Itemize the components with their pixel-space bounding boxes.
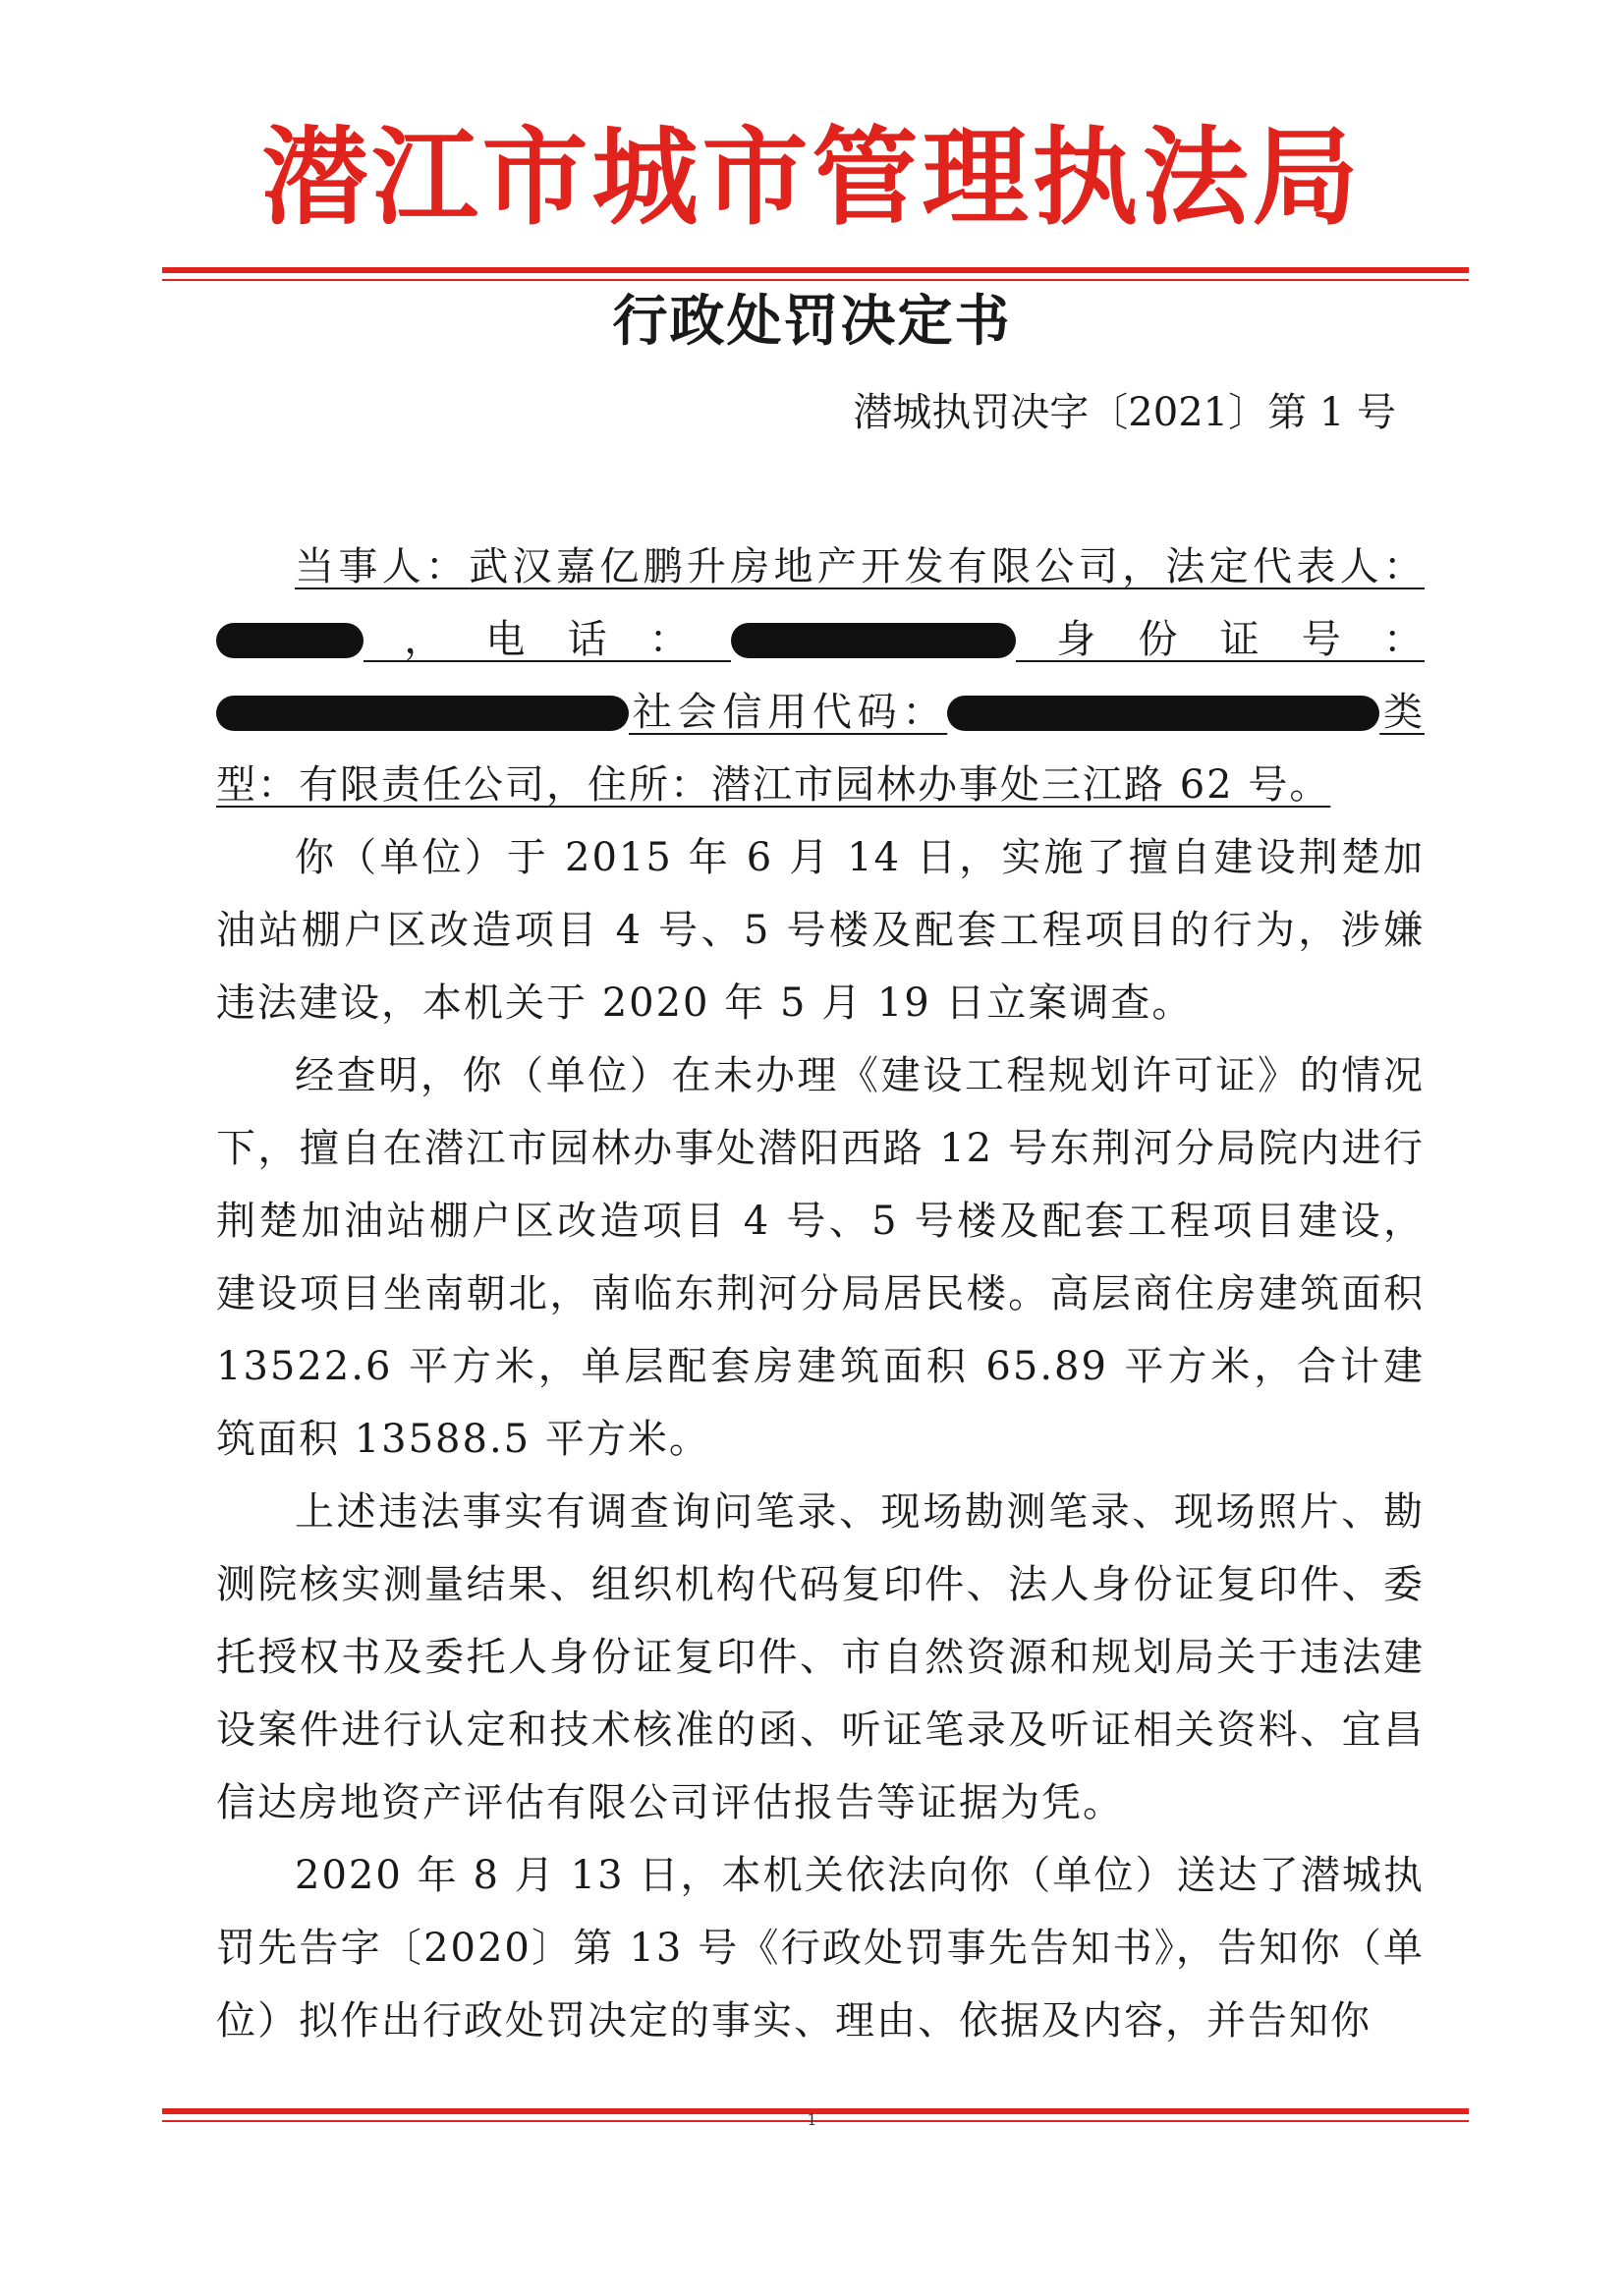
redacted-id-number — [216, 696, 629, 731]
header-red-rule — [162, 267, 1469, 281]
document-body — [216, 531, 1425, 2057]
credit-code-label: 社会信用代码： — [629, 690, 948, 735]
redacted-phone — [731, 623, 1016, 658]
redacted-representative-name — [216, 623, 364, 658]
paragraph-findings: 经查明，你（单位）在未办理《建设工程规划许可证》的情况下，擅自在潜江市园林办事处潜阳西路 12 号东荆河分局院内进行荆楚加油站棚户区改造项目 4 号、5 号楼及配套工程项目建设，建设项目坐南朝北，南临东荆河分局居民楼。高层商住房建筑面积 13522.6 平方米，单层配套房建筑面积 65.89 平方米，合计建筑面积 13588.5 平方米。 — [216, 1053, 1425, 1462]
phone-label: ，电话： — [364, 617, 731, 662]
document-title: 行政处罚决定书 — [612, 290, 1012, 354]
issuing-authority-header: 潜江市城市管理执法局 — [261, 117, 1363, 240]
id-label: 身份证号： — [1016, 617, 1425, 662]
paragraph-case-filing: 你（单位）于 2015 年 6 月 14 日，实施了擅自建设荆楚加油站棚户区改造项目 4 号、5 号楼及配套工程项目的行为，涉嫌违法建设，本机关于 2020 年 5 月 19 日立案调查。 — [216, 835, 1425, 1026]
header-rule-thin — [162, 279, 1469, 281]
company-type-address: 类型：有限责任公司，住所：潜江市园林办事处三江路 62 号。 — [216, 690, 1426, 808]
page-number: 1 — [807, 2110, 817, 2129]
party-info — [216, 531, 1425, 821]
party-company: 武汉嘉亿鹏升房地产开发有限公司，法定代表人： — [469, 544, 1426, 589]
paragraph-evidence: 上述违法事实有调查询问笔录、现场勘测笔录、现场照片、勘测院核实测量结果、组织机构代码复印件、法人身份证复印件、委托授权书及委托人身份证复印件、市自然资源和规划局关于违法建设案件进行认定和技术核准的函、听证笔录及听证相关资料、宜昌信达房地资产评估有限公司评估报告等证据为凭。 — [216, 1489, 1425, 1825]
paragraph-notice: 2020 年 8 月 13 日，本机关依法向你（单位）送达了潜城执罚先告字〔2020〕第 13 号《行政处罚事先告知书》，告知你（单位）拟作出行政处罚决定的事实、理由、依据及内容，并告知你 — [216, 1853, 1425, 2043]
header-rule-thick — [162, 267, 1469, 273]
document-number: 潜城执罚决字〔2021〕第 1 号 — [853, 390, 1396, 435]
party-label: 当事人： — [295, 544, 470, 589]
redacted-credit-code — [947, 696, 1379, 731]
